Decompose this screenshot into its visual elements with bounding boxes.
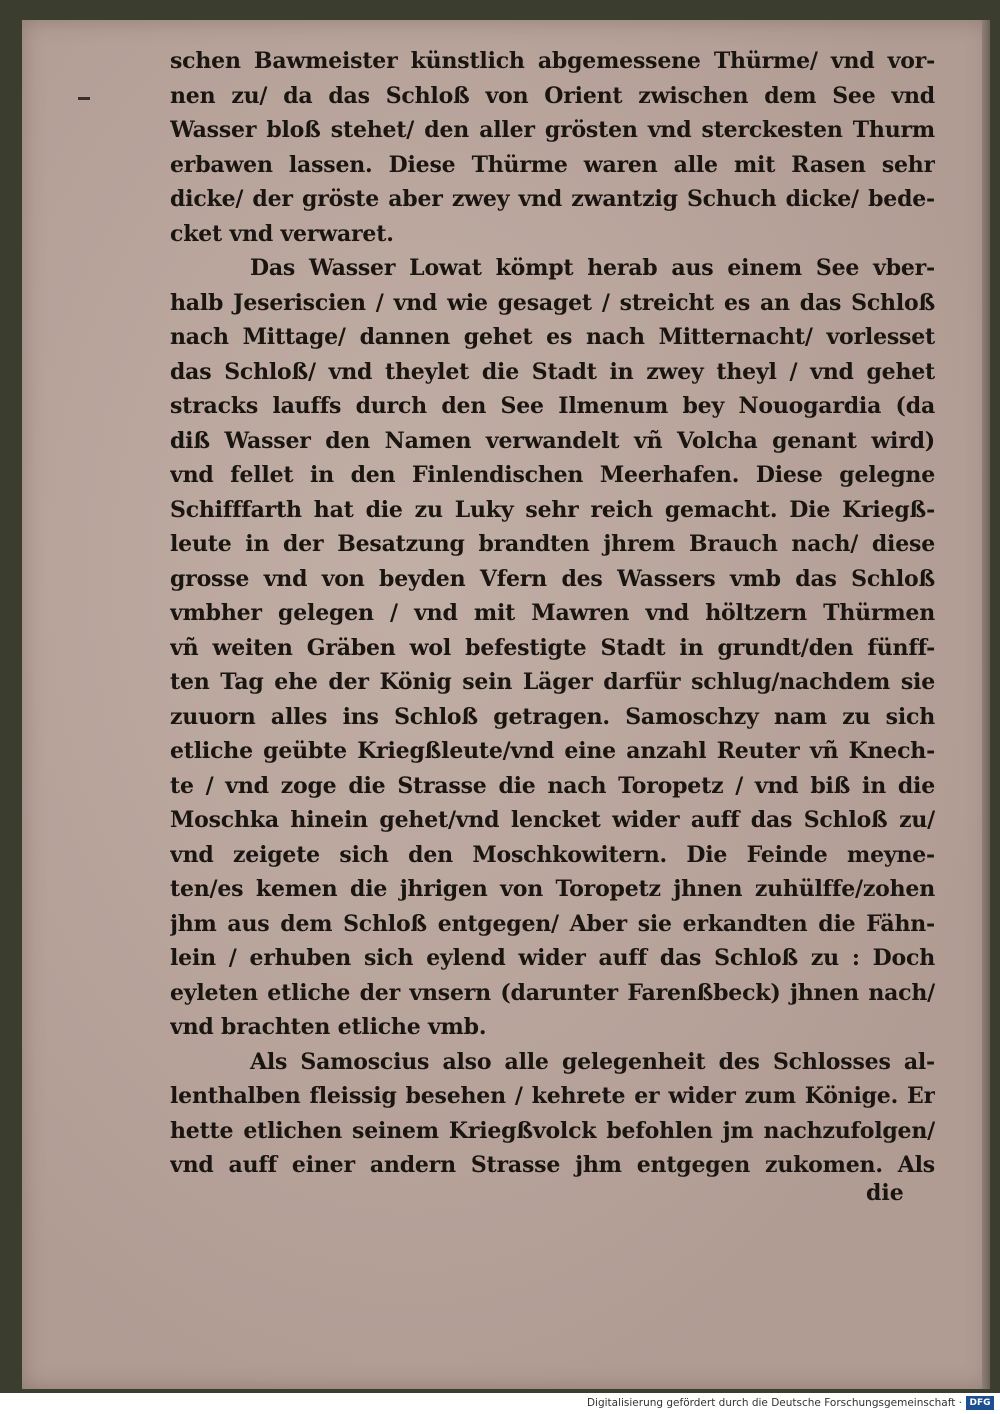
text-line: leute in der Besatzung brandten jhrem Brauch nach/ diese	[170, 531, 935, 557]
text-line: nen zu/ da das Schloß von Orient zwischen dem See vnd	[170, 82, 935, 109]
text-line: Wasser bloß stehet/ den aller grösten vnd sterckesten Thurm	[170, 117, 935, 143]
page-edge	[982, 20, 990, 1389]
funding-credit: Digitalisierung gefördert durch die Deutsche Forschungsgemeinschaft ·	[586, 1397, 962, 1409]
text-line: das Schloß/ vnd theylet die Stadt in zwey theyl / vnd gehet	[170, 358, 935, 385]
text-line: diß Wasser den Namen verwandelt vñ Volcha genant wird)	[170, 427, 935, 454]
text-line: schen Bawmeister künstlich abgemessene Thürme/ vnd vor-	[170, 48, 935, 74]
text-line: lenthalben fleissig besehen / kehrete er wider zum Könige. Er	[170, 1083, 935, 1109]
text-line: te / vnd zoge die Strasse die nach Toropetz / vnd biß in die	[170, 772, 935, 799]
text-line: cket vnd verwaret.	[170, 220, 394, 247]
catchword: die	[866, 1180, 904, 1206]
text-line: vnd fellet in den Finlendischen Meerhafen. Diese gelegne	[170, 462, 935, 488]
text-line: ten/es kemen die jhrigen von Toropetz jhnen zuhülffe/zohen	[170, 876, 935, 902]
text-line: etliche geübte Kriegßleute/vnd eine anzahl Reuter vñ Knech-	[170, 738, 935, 764]
text-line: Moschka hinein gehet/vnd lencket wider auff das Schloß zu/	[170, 807, 935, 833]
text-line: vnd zeigete sich den Moschkowitern. Die Feinde meyne-	[170, 841, 935, 868]
text-line: halb Jeseriscien / vnd wie gesaget / streicht es an das Schloß	[170, 289, 935, 316]
text-line: jhm aus dem Schloß entgegen/ Aber sie erkandten die Fähn-	[170, 910, 935, 937]
text-line: grosse vnd von beyden Vfern des Wassers vmb das Schloß	[170, 565, 935, 592]
dfg-logo-icon: DFG	[966, 1396, 994, 1410]
fraktur-text-block	[170, 44, 935, 1183]
text-line: stracks lauffs durch den See Ilmenum bey Nouogardia (da	[170, 393, 935, 419]
margin-mark	[78, 97, 90, 100]
text-line: Das Wasser Lowat kömpt herab aus einem See vber-	[250, 255, 935, 281]
digitization-footer	[0, 1393, 1000, 1414]
text-line: vñ weiten Gräben wol befestigte Stadt in grundt/den fünff-	[170, 634, 935, 661]
text-line: ten Tag ehe der König sein Läger darfür schlug/nachdem sie	[170, 669, 935, 695]
text-line: vnd brachten etliche vmb.	[170, 1014, 487, 1040]
text-line: zuuorn alles ins Schloß getragen. Samoschzy nam zu sich	[170, 703, 935, 730]
text-line: erbawen lassen. Diese Thürme waren alle mit Rasen sehr	[170, 151, 935, 178]
text-line: vmbher gelegen / vnd mit Mawren vnd höltzern Thürmen	[170, 600, 935, 626]
text-line: hette etlichen seinem Kriegßvolck befohlen jm nachzufolgen/	[170, 1117, 935, 1144]
text-line: eyleten etliche der vnsern (darunter Farenßbeck) jhnen nach/	[170, 979, 935, 1006]
text-line: dicke/ der gröste aber zwey vnd zwantzig Schuch dicke/ bede-	[170, 186, 935, 212]
text-line: nach Mittage/ dannen gehet es nach Mitternacht/ vorlesset	[170, 324, 935, 350]
text-line: Als Samoscius also alle gelegenheit des Schlosses al-	[250, 1048, 935, 1075]
text-line: Schifffarth hat die zu Luky sehr reich gemacht. Die Kriegß-	[170, 496, 935, 523]
text-line: vnd auff einer andern Strasse jhm entgegen zukomen. Als	[170, 1152, 935, 1178]
text-line: lein / erhuben sich eylend wider auff das Schloß zu : Doch	[170, 945, 935, 971]
